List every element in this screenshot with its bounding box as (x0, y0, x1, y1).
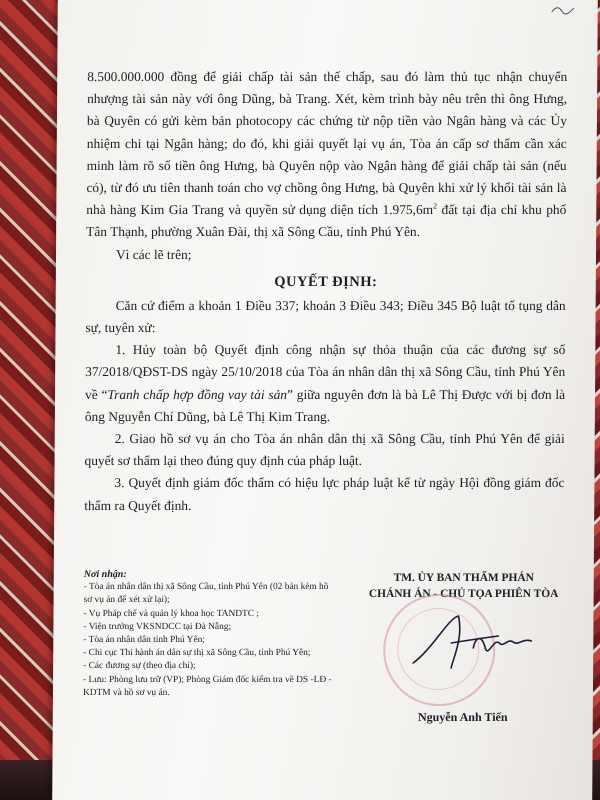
signer-name: Nguyễn Anh Tiến (417, 710, 508, 724)
legal-basis: Căn cứ điểm a khoản 1 Điều 337; khoản 3 Điều 343; Điều 345 Bộ luật tố tụng dân sự, tuyên xử: (85, 297, 566, 336)
item-1-text: 1. Hủy toàn bộ Quyết định công nhận sự thỏa thuận của các đương sự số 37/2018/QĐST-DS ngày 25/10/2018 của Tòa án nhân dân thị xã Sông Cầu, tỉnh Phú Yên về “ (84, 342, 566, 402)
corner-handwritten-mark (550, 2, 578, 16)
recipients-list (83, 568, 334, 700)
recipient-line: - Tòa án nhân dân tỉnh Phú Yên; (83, 635, 205, 646)
decision-title: QUYẾT ĐỊNH: (274, 273, 378, 290)
recipient-line: - Tòa án nhân dân thị xã Sông Cầu, tỉnh Phú Yên (02 bản kèm hồ sơ vụ án để xét xử lại); (83, 582, 329, 606)
paragraph-text: 8.500.000.000 đồng để giải chấp tài sản thế chấp, sau đó làm thủ tục nhận chuyển nhượng tài sản này với ông Dũng, bà Trang. Xét, kèm trình bày nêu trên thì ông Hưng, bà Quyên có gửi kèm bản photocopy các chứng từ nộp tiền vào Ngân hàng và các Ủy nhiệm chi tại Ngân hàng; do đó, khi giải quyết lại vụ án, Tòa án cấp sơ thẩm cần xác minh làm rõ số tiền ông Hưng, bà Quyên nộp vào Ngân hàng để giải chấp tài sản (nếu có), từ đó ưu tiên thanh toán cho vợ chồng ông Hưng, bà Quyên khi xử lý khối tài sản là nhà hàng Kim Gia Trang và quyền sử dụng diện tích 1.975,6m (86, 69, 568, 218)
reasons-line: Vì các lẽ trên; (115, 246, 192, 262)
signer-title-line-1: TM. ỦY BAN THẨM PHÁN (393, 572, 534, 584)
recipient-line: - Vụ Pháp chế và quản lý khoa học TANDTC ; (83, 608, 259, 619)
recipient-line: - Chi cục Thi hành án dân sự thị xã Sông Cầu, tỉnh Phú Yên; (83, 648, 311, 659)
recipient-line: - Viện trưởng VKSNDCC tại Đà Nẵng; (83, 621, 232, 632)
item-1-text-end: ” giữa nguyên đơn là bà Lê Thị Được với bị đơn là ông Nguyễn Chí Dũng, bà Lê Thị Kim Trang. (84, 386, 566, 424)
recipient-line: - Lưu: Phòng lưu trữ (VP); Phòng Giám đốc kiểm tra về DS -LĐ - KDTM và hồ sơ vụ án. (82, 674, 332, 698)
recipient-line: - Các đương sự (theo địa chỉ); (83, 661, 196, 672)
dispute-name: Tranh chấp hợp đồng vay tài sản (107, 386, 288, 402)
signature-area (82, 568, 563, 768)
signer-title-line-2: CHÁNH ÁN - CHỦ TỌA PHIÊN TÒA (368, 588, 559, 600)
recipients-heading: Nơi nhận: (83, 569, 127, 580)
document-body (84, 66, 567, 517)
decision-item-3: 3. Quyết định giám đốc thẩm có hiệu lực pháp luật kể từ ngày Hội đồng giám đốc thẩm ra Quyết định. (84, 475, 565, 513)
document-page (52, 0, 598, 800)
superscript: 2 (433, 201, 438, 211)
decision-item-2: 2. Giao hồ sơ vụ án cho Tòa án nhân dân thị xã Sông Cầu, tỉnh Phú Yên để giải quyết sơ thẩm lại theo đúng quy định của pháp luật. (84, 431, 565, 469)
signer-title (364, 570, 564, 602)
paragraph-text-end: đất tại địa chỉ khu phố Tân Thạnh, phường Xuân Đài, thị xã Sông Cầu, tỉnh Phú Yên. (86, 202, 567, 240)
handwritten-signature (403, 608, 543, 678)
paragraph-continuation (86, 66, 567, 244)
decision-item-1 (85, 339, 566, 428)
